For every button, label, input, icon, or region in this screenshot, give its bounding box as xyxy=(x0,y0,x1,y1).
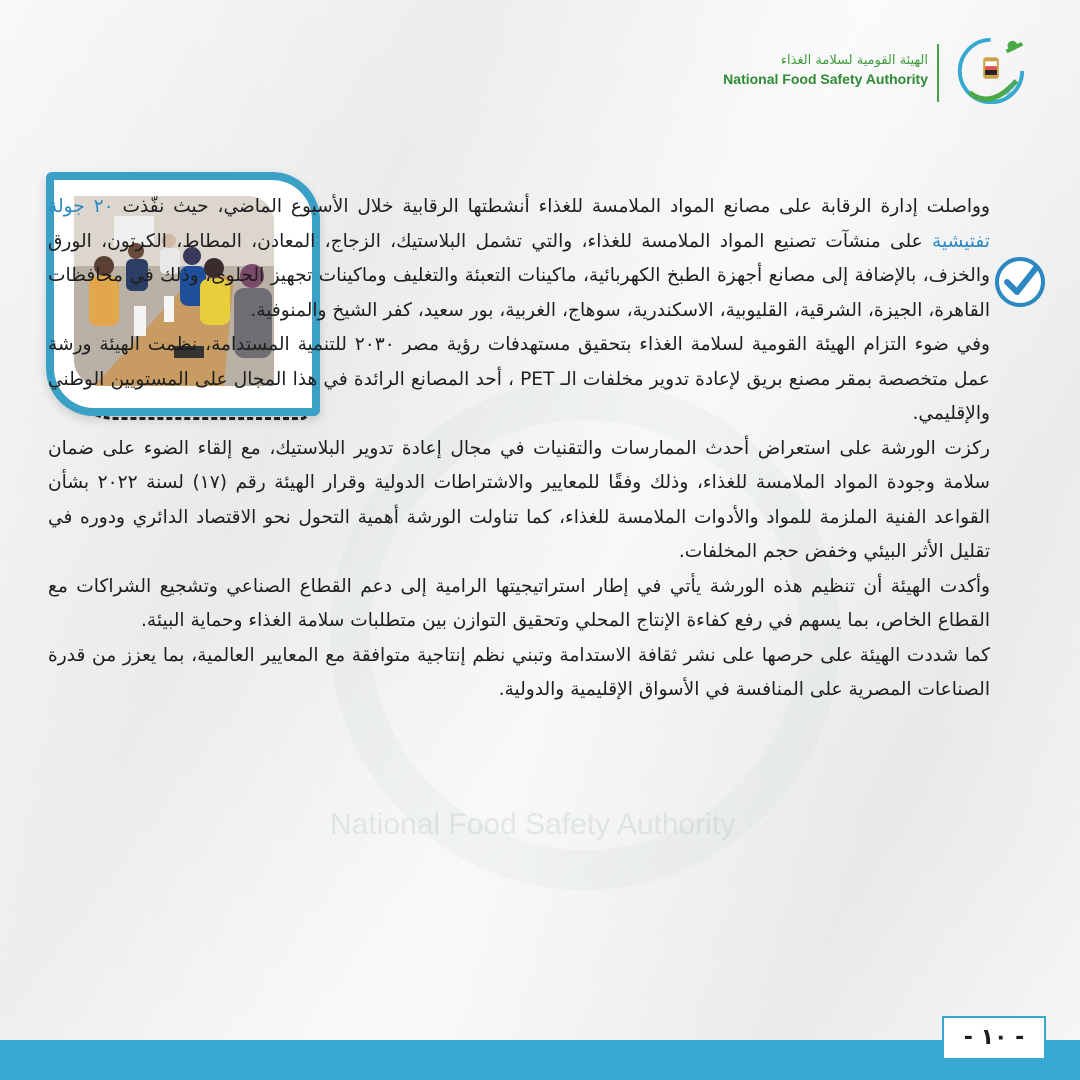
page-number: - ١٠ - xyxy=(942,1016,1046,1060)
logo-text xyxy=(723,52,928,88)
logo-divider xyxy=(937,44,939,102)
paragraph-workshop: وفي ضوء التزام الهيئة القومية لسلامة الغذاء بتحقيق مستهدفات رؤية مصر ٢٠٣٠ للتنمية المستدامة، نظمت الهيئة ورشة عمل متخصصة بمقر مصنع بريق لإعادة تدوير مخلفات الـ PET ، أحد المصانع الرائدة في هذا المجال على المستويين الوطني والإقليمي. xyxy=(48,334,991,424)
paragraph-recycling: ركزت الورشة على استعراض أحدث الممارسات والتقنيات في مجال إعادة تدوير البلاستيك، مع إلقاء الضوء على ضمان سلامة وجودة المواد الملامسة للغذاء، وذلك وفقًا للمعايير والاشتراطات الدولية وقرار الهيئة رقم (١٧) لسنة ٢٠٢٢ بشأن القواعد الفنية الملزمة للمواد والأدوات الملامسة للغذاء، كما تناولت الورشة أهمية التحول نحو الاقتصاد الدائري ودوره في تقليل الأثر البيئي وخفض حجم المخلفات. xyxy=(48,437,990,562)
logo-english: National Food Safety Authority xyxy=(723,71,928,87)
article-body xyxy=(48,190,990,708)
nfsa-emblem-icon xyxy=(952,32,1030,110)
paragraph-sustainability: كما شددت الهيئة على حرصها على نشر ثقافة الاستدامة وتبني نظم إنتاجية متوافقة مع المعايير العالمية، بما يعزز من قدرة الصناعات المصرية على المنافسة في الأسواق الإقليمية والدولية. xyxy=(48,644,990,700)
logo-arabic: الهيئة القومية لسلامة الغذاء xyxy=(780,53,928,68)
p1-before: وواصلت إدارة الرقابة على مصانع المواد الملامسة للغذاء أنشطتها الرقابية خلال الأسبوع الماضي، حيث نفّذت xyxy=(122,196,990,217)
watermark-text: National Food Safety Authority xyxy=(330,808,736,841)
header-logo xyxy=(716,30,1056,110)
emblem-abbr: NFSA xyxy=(1005,80,1019,98)
inspection-count-highlight: ٢٠ جولة تفتيشية xyxy=(48,196,990,252)
p1-after: على منشآت تصنيع المواد الملامسة للغذاء، والتي تشمل البلاستيك، الزجاج، المعادن، المطاط، الكرتون، الورق والخزف، بالإضافة إلى مصانع أجهزة الطبخ الكهربائية، ماكينات التعبئة والتغليف وماكينات تجهيز الحلوى، وذلك في محافظات القاهرة، الجيزة، الشرقية، القليوبية، الاسكندرية، سوهاج، الغربية، بور سعيد، كفر الشيخ والمنوفية. xyxy=(48,230,990,321)
footer-bar xyxy=(0,1040,1080,1080)
check-circle-icon xyxy=(992,254,1048,310)
paragraph-inspections xyxy=(48,190,990,328)
paragraph-strategy: وأكدت الهيئة أن تنظيم هذه الورشة يأتي في إطار استراتيجيتها الرامية إلى دعم القطاع الصناعي وتشجيع الشراكات مع القطاع الخاص، بما يسهم في رفع كفاءة الإنتاج المحلي وتحقيق التوازن بين متطلبات سلامة الغذاء وحماية البيئة. xyxy=(48,575,990,631)
